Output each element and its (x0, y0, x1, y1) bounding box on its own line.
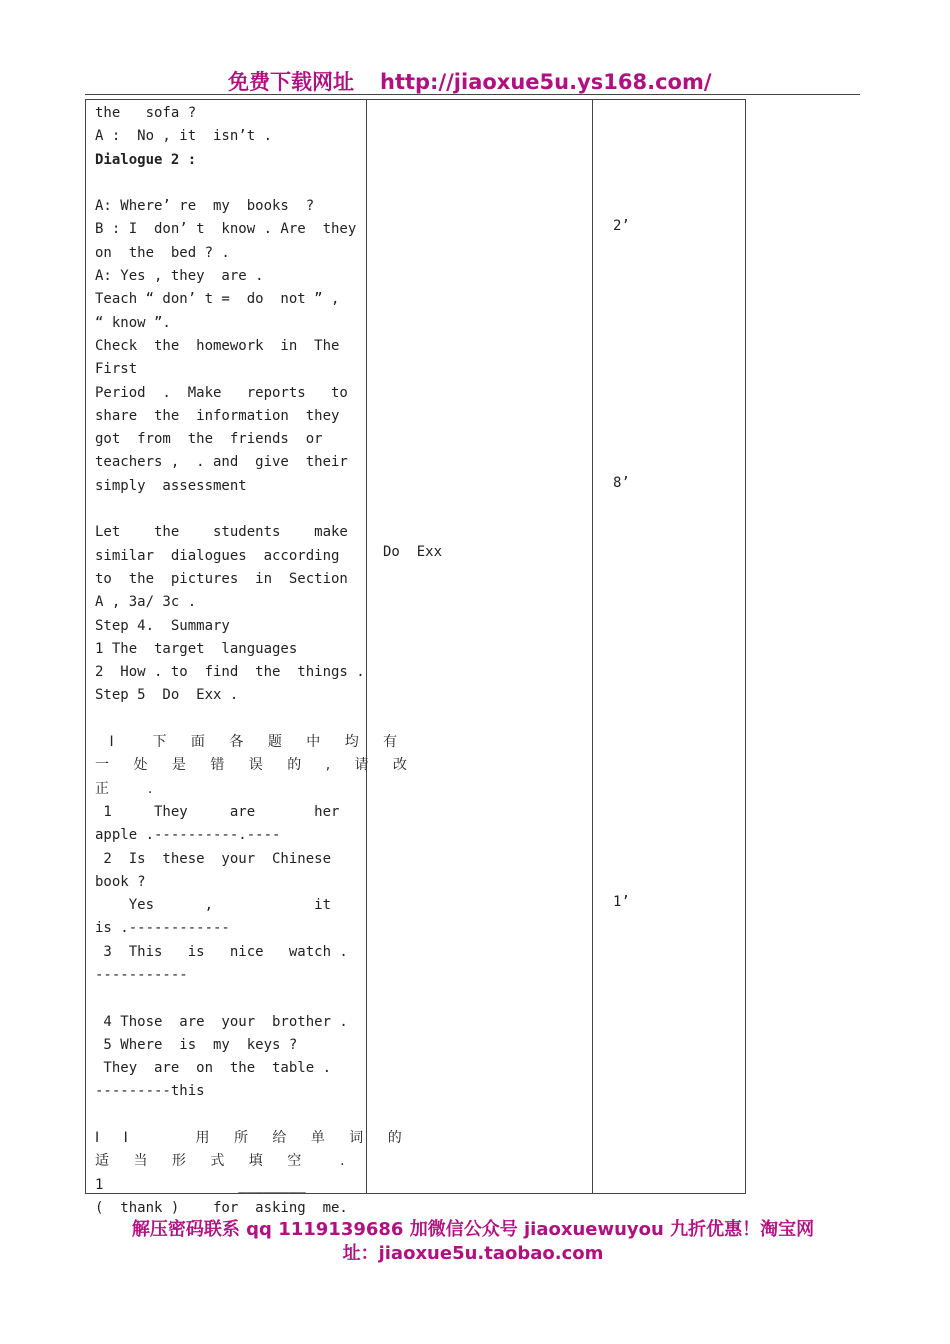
exercise-item: 2 Is these your Chinese (95, 850, 332, 867)
exercise-item: ---------this (95, 1083, 205, 1100)
exercise-item: ( thank ) for asking me. (95, 1199, 348, 1216)
lesson-table (85, 99, 746, 1216)
exercise-heading: 适 当 形 式 填 空 . (95, 1153, 355, 1170)
header-rule (85, 94, 860, 95)
text-line: First (95, 361, 138, 378)
step-heading: Step 4. Summary (95, 617, 230, 634)
time-mark: 2’ (613, 218, 630, 234)
text-line: Teach “ don’ t = do not ” , (95, 291, 340, 308)
exercise-item: 3 This is nice watch . (95, 943, 348, 960)
text-line: the sofa ? (95, 105, 197, 121)
text-line: A , 3a/ 3c . (95, 594, 197, 611)
exercise-item: Yes , it (95, 897, 332, 914)
footer-notice (88, 1218, 858, 1266)
text-line: A: Yes , they are . (95, 268, 264, 285)
text-line (95, 498, 357, 521)
text-line: 2 How . to find the things . (95, 664, 365, 681)
header-label: 免费下载网址 (228, 70, 354, 94)
header-download-link[interactable] (228, 66, 712, 96)
exercise-item: 1 They are her (95, 803, 340, 820)
text-line: to the pictures in Section (95, 570, 348, 587)
text-line: A: Where’ re my books ? (95, 198, 315, 215)
procedure-column (95, 102, 418, 1220)
exercise-item: 1 ________ (95, 1176, 306, 1193)
exercise-item: apple .----------.---- (95, 827, 281, 844)
exercise-heading: I I 用 所 给 单 词 的 (95, 1130, 412, 1147)
text-line (95, 172, 357, 195)
text-line: got from the friends or (95, 431, 323, 448)
exercise-heading: 正 . (95, 780, 163, 797)
column-divider-2 (592, 100, 593, 1193)
footer-line-2[interactable]: 址：jiaoxue5u.taobao.com (342, 1243, 604, 1264)
time-mark: 1’ (613, 894, 630, 910)
text-line: on the bed ? . (95, 244, 230, 261)
time-mark: 8’ (613, 475, 630, 491)
text-line: share the information they (95, 407, 340, 424)
text-line: “ know ”. (95, 314, 171, 331)
student-activity: Do Exx (383, 544, 443, 560)
exercise-heading: 一 处 是 错 误 的 , 请 改 (95, 757, 418, 774)
exercise-item: ----------- (95, 966, 188, 983)
text-line: 1 The target languages (95, 640, 298, 657)
column-divider-1 (366, 100, 367, 1193)
text-line (95, 1104, 357, 1127)
text-line: similar dialogues according (95, 547, 340, 564)
header-url[interactable]: http://jiaoxue5u.ys168.com/ (380, 70, 712, 94)
text-line: Let the students make (95, 524, 348, 541)
text-line (95, 708, 357, 731)
text-line (95, 987, 357, 1010)
exercise-item: They are on the table . (95, 1060, 332, 1077)
text-line: Check the homework in The (95, 337, 340, 354)
footer-line-1: 解压密码联系 qq 1119139686 加微信公众号 jiaoxuewuyou 九折优惠！淘宝网 (131, 1219, 815, 1240)
text-line: simply assessment (95, 477, 247, 494)
step-heading: Step 5 Do Exx . (95, 687, 239, 704)
exercise-item: 5 Where is my keys ? (95, 1036, 298, 1053)
exercise-item: is .------------ (95, 920, 230, 937)
text-line: B : I don’ t know . Are they (95, 221, 357, 238)
dialogue-heading: Dialogue 2 : (95, 151, 197, 168)
text-line: teachers , . and give their (95, 454, 348, 471)
text-line: A : No , it isn’t . (95, 128, 273, 145)
exercise-item: 4 Those are your brother . (95, 1013, 348, 1030)
text-line: Period . Make reports to (95, 384, 348, 401)
exercise-heading: I 下 面 各 题 中 均 有 (95, 734, 408, 751)
exercise-item: book ? (95, 873, 146, 890)
